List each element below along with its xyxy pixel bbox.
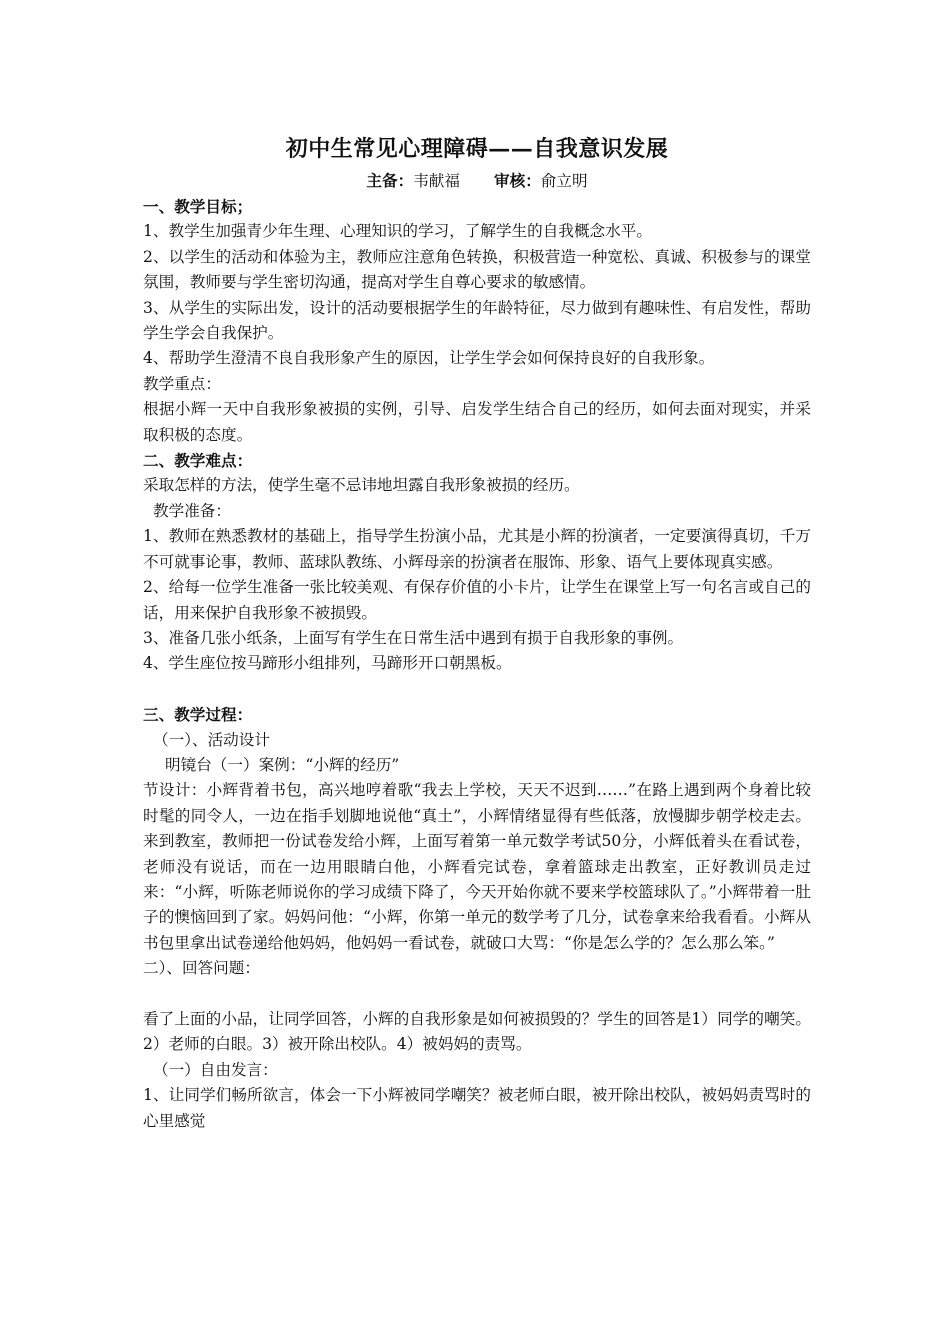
preparation-item: 1、教师在熟悉教材的基础上，指导学生扮演小品，尤其是小辉的扮演者，一定要演得真切，千万不可就事论事，教师、蓝球队教练、小辉母亲的扮演者在服饰、形象、语气上要体现真实感。: [143, 527, 811, 571]
objective-item: 1、教学生加强青少年生理、心理知识的学习，了解学生的自我概念水平。: [143, 222, 652, 241]
case-title: 明镜台（一）案例：“小辉的经历”: [165, 755, 400, 774]
key-points-label: 教学重点：: [143, 374, 221, 393]
subsection-free-speech: （一）自由发言：: [153, 1060, 278, 1079]
objective-item: 3、从学生的实际出发，设计的活动要根据学生的年龄特征，尽力做到有趣味性、有启发性，帮助学生学会自我保护。: [143, 298, 811, 343]
objective-item: 4、帮助学生澄清不良自我形象产生的原因，让学生学会如何保持良好的自我形象。: [143, 349, 715, 368]
subsection-answer-questions: 二）、回答问题：: [143, 959, 260, 978]
difficulties-text: 采取怎样的方法，使学生毫不忌讳地坦露自我形象被损的经历。: [143, 476, 580, 495]
preparation-item: 3、准备几张小纸条，上面写有学生在日常生活中遇到有损于自我形象的事例。: [143, 628, 684, 647]
subsection-activity-design: （一）、活动设计: [153, 730, 270, 749]
answer-text: 看了上面的小品，让同学回答，小辉的自我形象是如何被损毁的？学生的回答是1）同学的嘲笑。2）老师的白眼。3）被开除出校队。4）被妈妈的责骂。: [143, 1009, 811, 1054]
author-label: 主备：: [366, 171, 414, 190]
objective-item: 2、以学生的活动和体验为主，教师应注意角色转换，积极营造一种宽松、真诚、积极参与的课堂氛围，教师要与学生密切沟通，提高对学生自尊心要求的敏感情。: [143, 247, 811, 292]
preparation-item: 2、给每一位学生准备一张比较美观、有保存价值的小卡片，让学生在课堂上写一句名言或自己的话，用来保护自我形象不被损毁。: [143, 578, 811, 622]
section-heading-difficulties: 二、教学难点：: [143, 451, 253, 471]
document-body: [143, 132, 811, 1134]
document-title: 初中生常见心理障碍——自我意识发展: [285, 136, 669, 162]
author-name: 韦献福: [413, 172, 460, 190]
case-text: 节设计：小辉背着书包，高兴地哼着歌“我去上学校，天天不迟到……”在路上遇到两个身着比较时髦的同令人，一边在指手划脚地说他“真土”，小辉情绪显得有些低落，放慢脚步朝学校走去。来到教室，教师把一份试卷发给小辉，上面写着第一单元数学考试50分，小辉低着头在看试卷，老师没有说话，而在一边用眼睛白他，小辉看完试卷，拿着篮球走出教室，正好教训员走过来：“小辉，听陈老师说你的学习成绩下降了，今天开始你就不要来学校篮球队了。”小辉带着一肚子的懊恼回到了家。妈妈问他：“小辉，你第一单元的数学考了几分，试卷拿来给我看看。小辉从书包里拿出试卷递给他妈妈，他妈妈一看试卷，就破口大骂：“你是怎么学的？怎么那么笨。”: [143, 781, 811, 952]
reviewer-label: 审核：: [494, 171, 541, 190]
preparation-item: 4、学生座位按马蹄形小组排列，马蹄形开口朝黑板。: [143, 654, 512, 673]
key-points-text: 根据小辉一天中自我形象被损的实例，引导、启发学生结合自己的经历，如何去面对现实，并采取积极的态度。: [143, 400, 811, 444]
section-heading-process: 三、教学过程：: [143, 705, 253, 725]
free-speech-text: 1、让同学们畅所欲言，体会一下小辉被同学嘲笑？被老师白眼，被开除出校队，被妈妈责骂时的心里感觉: [143, 1086, 811, 1130]
section-heading-objectives: 一、教学目标；: [143, 197, 253, 216]
reviewer-name: 俞立明: [540, 172, 588, 190]
byline: [143, 168, 811, 194]
preparation-label: 教学准备：: [153, 501, 231, 520]
